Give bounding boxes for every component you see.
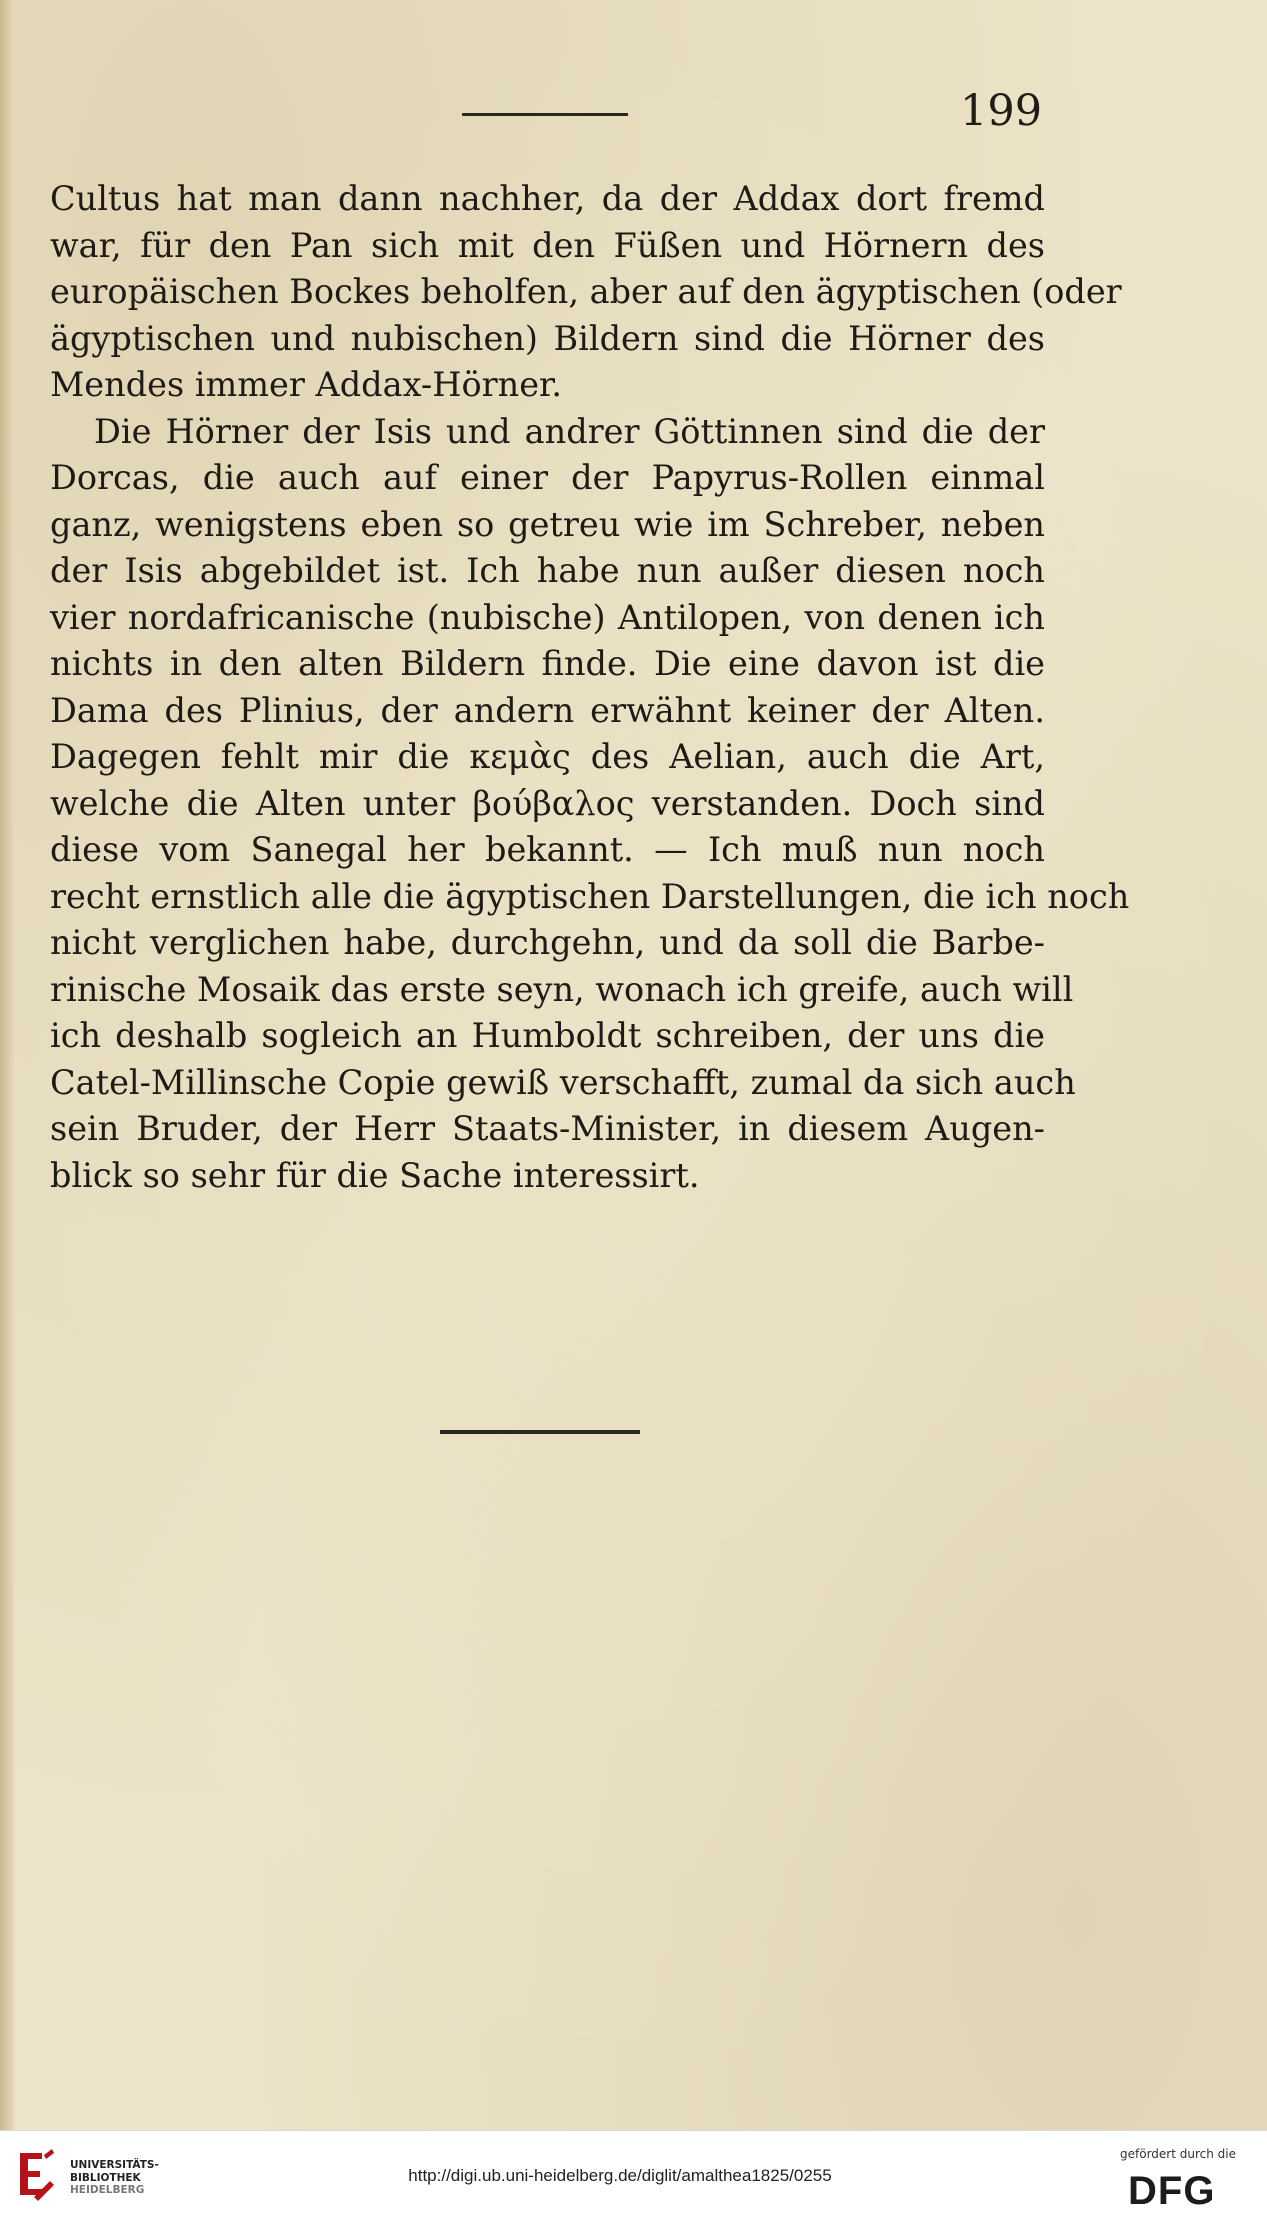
text-line: nicht verglichen habe, durchgehn, und da soll die Barbe- bbox=[50, 923, 1045, 962]
text-line: Dagegen fehlt mir die κεμὰς des Aelian, auch die Art, bbox=[50, 737, 1045, 776]
body-text bbox=[50, 176, 1130, 1199]
paragraph-1 bbox=[50, 176, 1122, 409]
paragraph-2 bbox=[50, 409, 1130, 1200]
text-line: Mendes immer Addax-Hörner. bbox=[50, 365, 563, 404]
library-name bbox=[70, 2159, 159, 2197]
permalink-url[interactable]: http://digi.ub.uni-heidelberg.de/diglit/amalthea1825/0255 bbox=[408, 2166, 832, 2185]
funding-label: gefördert durch die bbox=[1120, 2147, 1236, 2161]
text-line: ich deshalb sogleich an Humboldt schreiben, der uns die bbox=[50, 1016, 1045, 1055]
dfg-logo: DFG bbox=[1128, 2169, 1216, 2213]
text-line: vier nordafricanische (nubische) Antilopen, von denen ich bbox=[50, 597, 1045, 637]
page-number: 199 bbox=[960, 86, 1043, 136]
university-library-logo-icon bbox=[14, 2145, 56, 2209]
library-name-line: UNIVERSITÄTS- bbox=[70, 2159, 159, 2171]
text-line: ägyptischen und nubischen) Bildern sind die Hörner des bbox=[50, 318, 1045, 358]
text-line: Dama des Plinius, der andern erwähnt keiner der Alten. bbox=[50, 690, 1045, 730]
text-line: Die Hörner der Isis und andrer Göttinnen sind die der bbox=[94, 411, 1045, 451]
end-rule bbox=[440, 1430, 640, 1434]
text-line: diese vom Sanegal her bekannt. — Ich muß nun noch bbox=[50, 830, 1045, 869]
text-line: europäischen Bockes beholfen, aber auf den ägyptischen (oder bbox=[50, 272, 1122, 311]
text-line: Dorcas, die auch auf einer der Papyrus-Rollen einmal bbox=[50, 458, 1045, 497]
header-rule bbox=[462, 113, 628, 116]
text-line: ganz, wenigstens eben so getreu wie im Schreber, neben bbox=[50, 504, 1045, 544]
text-line: Catel-Millinsche Copie gewiß verschafft, zumal da sich auch bbox=[50, 1062, 1076, 1102]
text-line: der Isis abgebildet ist. Ich habe nun außer diesen noch bbox=[50, 551, 1045, 590]
library-name-line: HEIDELBERG bbox=[70, 2184, 145, 2196]
text-line: Cultus hat man dann nachher, da der Addax dort fremd bbox=[50, 179, 1045, 218]
text-line: rinische Mosaik das erste seyn, wonach ich greife, auch will bbox=[50, 969, 1074, 1009]
text-line: recht ernstlich alle die ägyptischen Darstellungen, die ich noch bbox=[50, 876, 1130, 916]
text-line: blick so sehr für die Sache interessirt. bbox=[50, 1155, 700, 1195]
text-line: sein Bruder, der Herr Staats-Minister, in diesem Augen- bbox=[50, 1109, 1045, 1148]
viewer-footer bbox=[0, 2130, 1267, 2223]
text-line: nichts in den alten Bildern finde. Die eine davon ist die bbox=[50, 644, 1045, 683]
text-line: welche die Alten unter βούβαλος verstanden. Doch sind bbox=[50, 783, 1045, 823]
page-edge-shadow bbox=[0, 0, 14, 2130]
library-name-line: BIBLIOTHEK bbox=[70, 2171, 141, 2184]
text-line: war, für den Pan sich mit den Füßen und Hörnern des bbox=[50, 225, 1045, 265]
